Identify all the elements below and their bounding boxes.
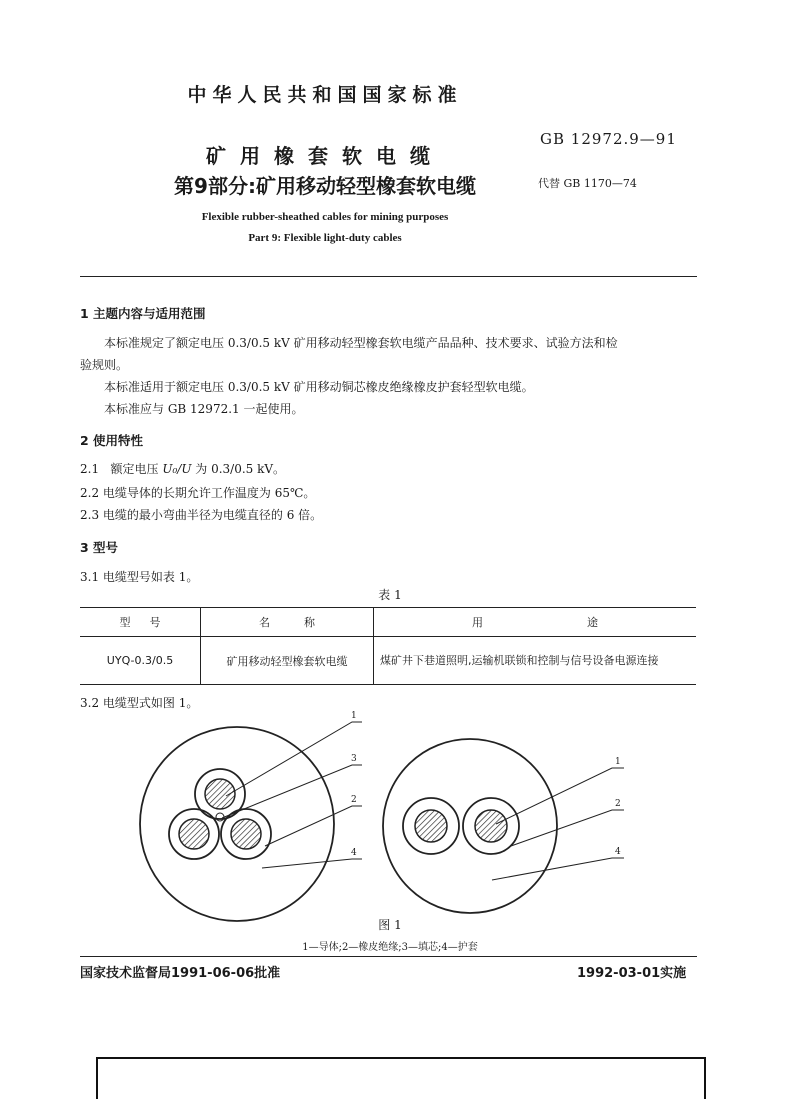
col-header-model-char-2: 号 <box>149 616 161 629</box>
item-2-1-number: 2.1 <box>80 462 100 476</box>
implementation-date: 1992-03-01实施 <box>577 966 687 981</box>
conductor-core-1 <box>415 810 447 842</box>
conductor-core-1 <box>205 779 235 809</box>
leader-line-2 <box>511 810 624 846</box>
col-header-name-char-1: 名 <box>259 616 270 629</box>
leader-line-4 <box>492 858 624 880</box>
document-subtitle-cn: 第9部分:矿用移动轻型橡套软电缆 <box>174 174 476 198</box>
cell-model: UYQ-0.3/0.5 <box>80 637 201 685</box>
item-2-1-text-end: 为 0.3/0.5 kV。 <box>191 462 286 476</box>
document-title-en: Flexible rubber-sheathed cables for mining purposes <box>201 211 449 223</box>
document-subtitle-en: Part 9: Flexible light-duty cables <box>248 232 402 244</box>
figure-legend: 1—导体;2—橡皮绝缘;3—填芯;4—护套 <box>302 942 478 953</box>
leader-line-2 <box>265 806 362 846</box>
callout-label: 3 <box>351 754 357 764</box>
cell-name: 矿用移动轻型橡套软电缆 <box>201 637 374 685</box>
col-header-model-char-1: 型 <box>119 616 131 629</box>
section-1-paragraph-3: 本标准应与 GB 12972.1 一起使用。 <box>104 402 304 416</box>
col-header-use-char-2: 途 <box>587 616 598 629</box>
conductor-core-3 <box>231 819 261 849</box>
item-3-2: 3.2 电缆型式如图 1。 <box>80 696 199 710</box>
item-2-2: 2.2 电缆导体的长期允许工作温度为 65℃。 <box>80 486 316 500</box>
sheath-outline <box>383 739 557 913</box>
item-3-1: 3.1 电缆型号如表 1。 <box>80 570 199 584</box>
conductor-core-2 <box>179 819 209 849</box>
footer-divider <box>80 956 697 957</box>
callout-label: 4 <box>351 848 357 858</box>
leader-line-1 <box>226 722 362 796</box>
leader-line-1 <box>496 768 624 824</box>
callout-label: 2 <box>615 799 621 809</box>
conductor-core-2 <box>475 810 507 842</box>
item-2-1-symbol: U₀/U <box>162 462 192 476</box>
item-2-1-text: 额定电压 <box>110 462 163 476</box>
three-core-cable-diagram <box>140 711 362 921</box>
section-2-heading: 2 使用特性 <box>80 433 144 448</box>
section-1-paragraph-1: 本标准规定了额定电压 0.3/0.5 kV 矿用移动轻型橡套软电缆产品品种、技术要求、试验方法和检 <box>104 336 618 350</box>
replaces-standard: 代替 GB 1170—74 <box>538 177 637 190</box>
next-page-frame <box>96 1057 706 1099</box>
cell-use: 煤矿井下巷道照明,运输机联锁和控制与信号设备电源连接 <box>380 653 659 667</box>
section-3-heading: 3 型号 <box>80 540 119 555</box>
document-title-cn: 矿用橡套软电缆 <box>206 144 444 168</box>
callout-label: 4 <box>615 847 621 857</box>
item-2-3: 2.3 电缆的最小弯曲半径为电缆直径的 6 倍。 <box>80 508 323 522</box>
col-header-name-char-2: 称 <box>304 616 315 629</box>
national-standard-title: 中华人民共和国国家标准 <box>187 84 463 106</box>
two-core-cable-diagram <box>383 739 624 913</box>
approval-statement: 国家技术监督局1991-06-06批准 <box>80 966 281 981</box>
table-caption: 表 1 <box>378 588 402 602</box>
callout-label: 1 <box>351 711 357 721</box>
section-1-paragraph-2: 本标准适用于额定电压 0.3/0.5 kV 矿用移动铜芯橡皮绝缘橡皮护套轻型软电缆。 <box>104 380 534 394</box>
callout-label: 2 <box>351 795 357 805</box>
figure-caption: 图 1 <box>378 918 402 932</box>
section-1-heading: 1 主题内容与适用范围 <box>80 306 206 321</box>
section-1-paragraph-1-continued: 验规则。 <box>80 358 129 372</box>
standard-code: GB 12972.9—91 <box>540 130 677 148</box>
col-header-use-char-1: 用 <box>472 616 483 629</box>
callout-label: 1 <box>615 757 621 767</box>
leader-line-4 <box>262 859 362 868</box>
